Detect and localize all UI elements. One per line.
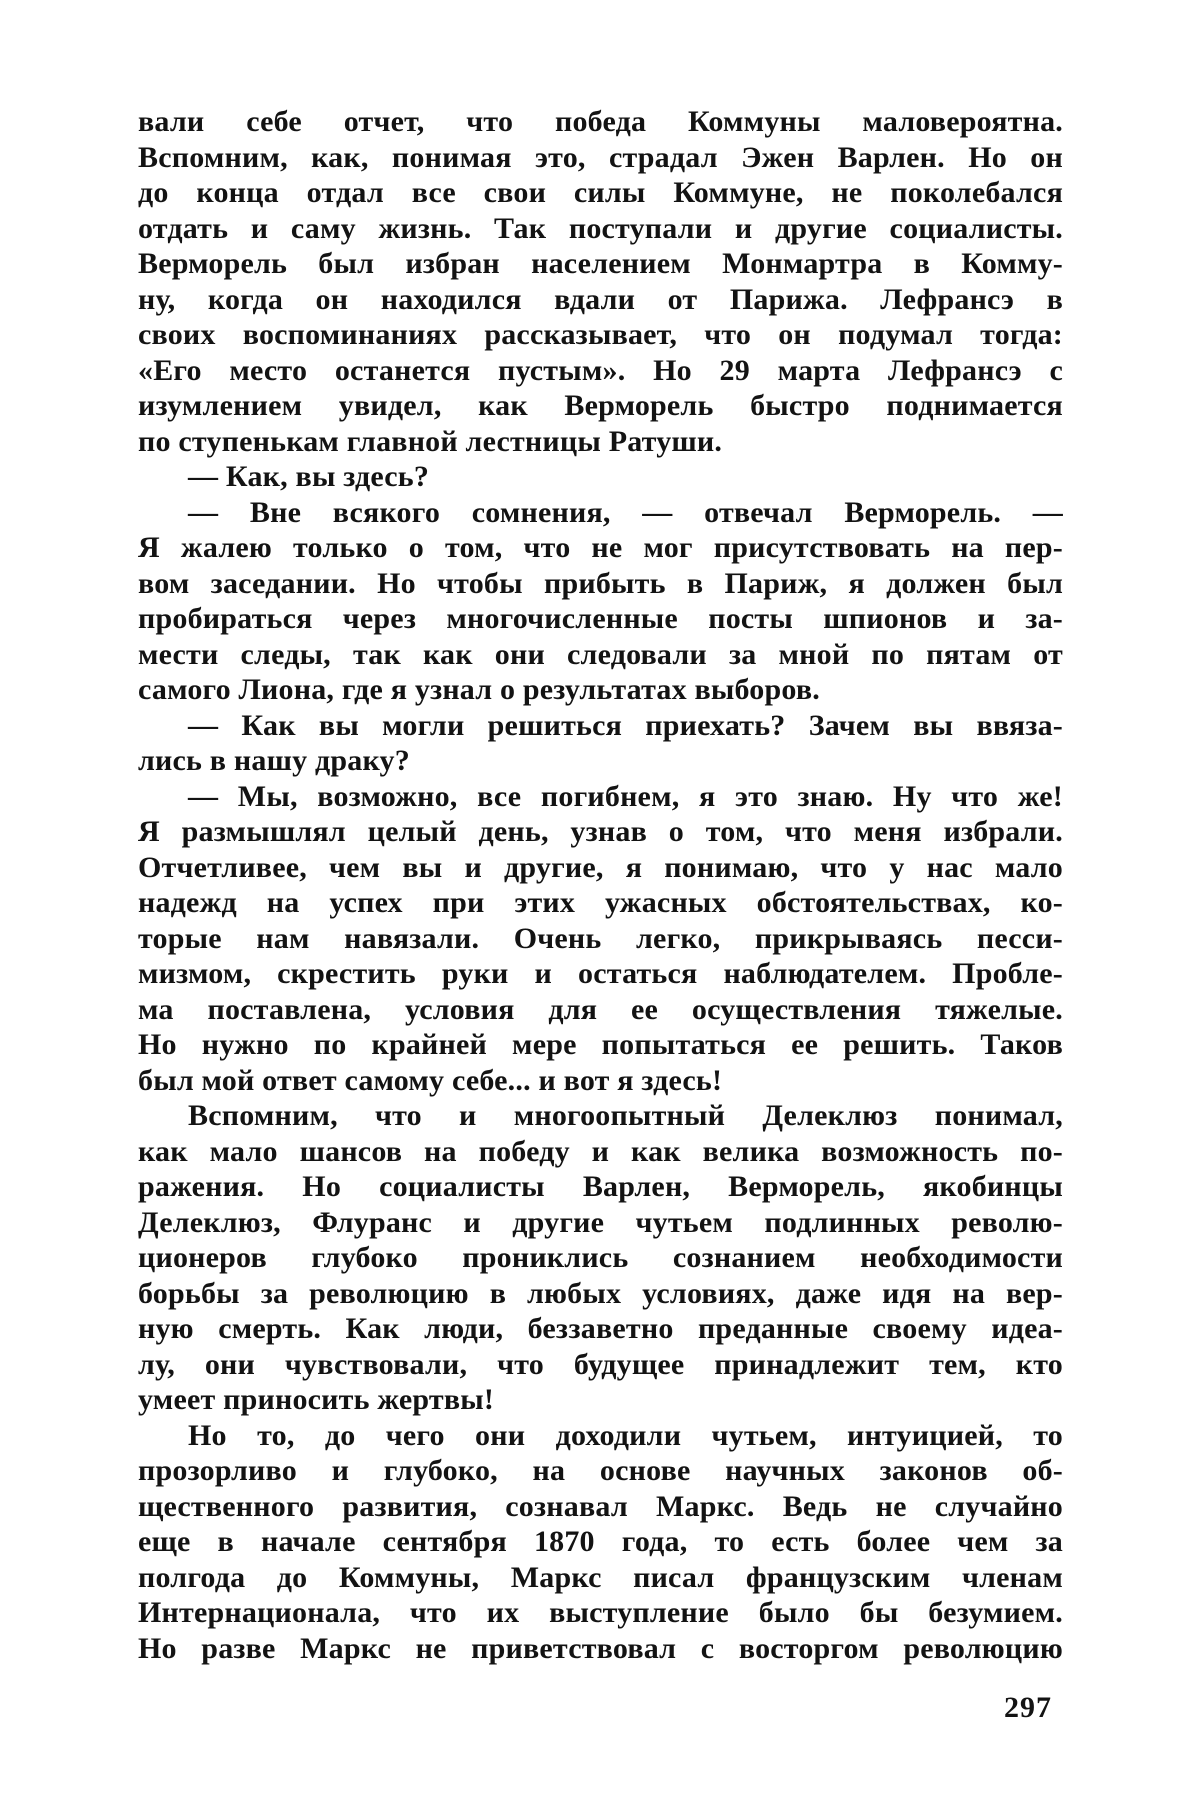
text-line: Но разве Маркс не приветствовал с восторгом революцию [138,1631,1063,1665]
text-line: Но нужно по крайней мере попытаться ее решить. Таков [138,1028,1063,1061]
text-line: изумлением увидел, как Верморель быстро поднимается [138,389,1063,422]
text-line: щественного развития, сознавал Маркс. Ведь не случайно [138,1489,1063,1523]
text-line: лу, они чувствовали, что будущее принадлежит тем, кто [138,1347,1063,1381]
text-line: — Как вы могли решиться приехать? Зачем вы ввяза- [188,708,1063,742]
text-line: мизмом, скрестить руки и остаться наблюдателем. Пробле- [138,957,1063,990]
text-line: как мало шансов на победу и как велика возможность по- [138,1134,1063,1168]
text-line: торые нам навязали. Очень легко, прикрываясь песси- [138,921,1063,955]
text-line: — Вне всякого сомнения, — отвечал Верморель. — [188,495,1063,529]
text-line: ную смерть. Как люди, беззаветно преданные своему идеа- [138,1312,1063,1345]
text-line: надежд на успех при этих ужасных обстоятельствах, ко- [138,886,1063,919]
text-line: мести следы, так как они следовали за мной по пятам от [138,637,1063,671]
text-line: — Как, вы здесь? [188,460,430,493]
text-line: прозорливо и глубоко, на основе научных законов об- [138,1454,1063,1487]
text-line: ма поставлена, условия для ее осуществления тяжелые. [138,992,1063,1026]
text-line: умеет приносить жертвы! [138,1383,495,1416]
text-line: вали себе отчет, что победа Коммуны маловероятна. [138,105,1063,138]
text-line: был мой ответ самому себе... и вот я здесь! [138,1063,723,1097]
text-line: до конца отдал все свои силы Коммуне, не поколебался [138,176,1063,209]
text-line: самого Лиона, где я узнал о результатах выборов. [138,673,820,706]
text-line: — Мы, возможно, все погибнем, я это знаю. Ну что же! [188,779,1063,813]
text-line: Вспомним, как, понимая это, страдал Эжен Варлен. Но он [138,140,1063,174]
text-line: по ступенькам главной лестницы Ратуши. [138,424,723,458]
text-line: еще в начале сентября 1870 года, то есть более чем за [138,1525,1063,1558]
text-line: отдать и саму жизнь. Так поступали и другие социалисты. [138,211,1063,245]
text-line: ционеров глубоко прониклись сознанием необходимости [138,1241,1063,1274]
text-line: пробираться через многочисленные посты шпионов и за- [138,602,1063,635]
text-line: своих воспоминаниях рассказывает, что он подумал тогда: [138,318,1063,351]
text-line: Я жалею только о том, что не мог присутствовать на пер- [138,531,1063,564]
text-line: Интернационала, что их выступление было бы безумием. [138,1596,1063,1629]
text-line: Я размышлял целый день, узнав о том, что меня избрали. [138,815,1063,848]
text-line: Отчетливее, чем вы и другие, я понимаю, что у нас мало [138,850,1063,884]
text-line: Вспомним, что и многоопытный Делеклюз понимал, [188,1099,1063,1132]
text-line: ражения. Но социалисты Варлен, Верморель, якобинцы [138,1170,1063,1203]
text-line: Но то, до чего они доходили чутьем, интуицией, то [188,1418,1063,1452]
page-number: 297 [1004,1691,1052,1724]
text-line: борьбы за революцию в любых условиях, даже идя на вер- [138,1276,1063,1310]
text-line: полгода до Коммуны, Маркс писал французским членам [138,1560,1063,1594]
text-line: Делеклюз, Флуранс и другие чутьем подлинных револю- [138,1205,1063,1239]
text-line: лись в нашу драку? [138,744,410,777]
page-text [138,104,1063,1666]
text-line: вом заседании. Но чтобы прибыть в Париж, я должен был [138,566,1063,600]
text-line: ну, когда он находился вдали от Парижа. Лефрансэ в [138,282,1063,316]
text-line: Верморель был избран населением Монмартра в Комму- [138,247,1063,280]
text-line: «Его место останется пустым». Но 29 марта Лефрансэ с [138,353,1063,387]
